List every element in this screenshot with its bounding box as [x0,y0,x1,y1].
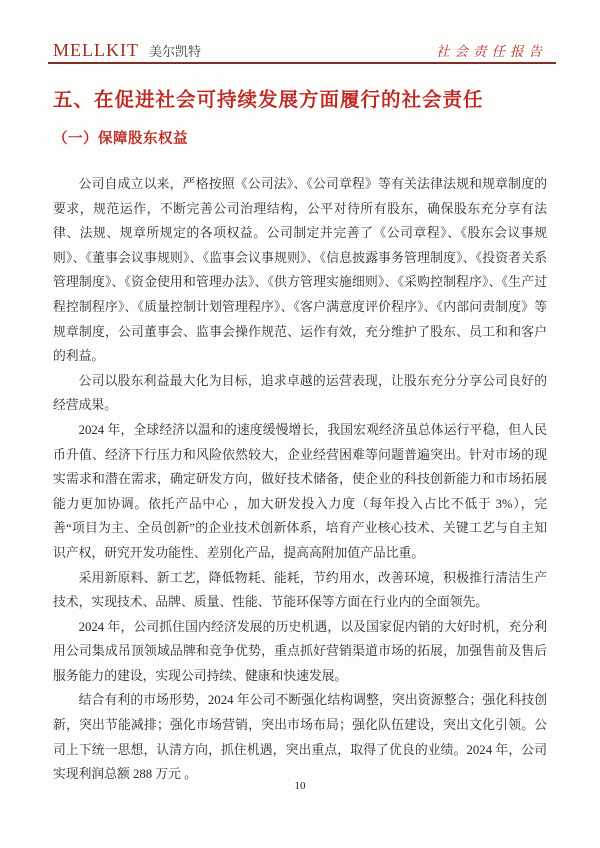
section-heading: 五、在促进社会可持续发展方面履行的社会责任 [53,89,484,111]
paragraph-clean-production: 采用新原料、新工艺，降低物耗、能耗，节约用水，改善环境，积极推行清洁生产技术，实现技术、品牌、质量、性能、节能环保等方面在行业内的全面领先。 [53,570,547,610]
paragraph-shareholder-returns: 公司以股东利益最大化为目标，追求卓越的运营表现，让股东充分分享公司良好的经营成果。 [53,373,547,413]
paragraph-economy-rnd: 2024 年，全球经济以温和的速度缓慢增长，我国宏观经济虽总体运行平稳，但人民币升值、经济下行压力和风险依然较大，企业经营困难等问题普遍突出。针对市场的现实需求和潜在需求，确定研发方向，做好技术储备，使企业的科技创新能力和市场拓展能力更加协调。依托产品中心 ，加大研发投入力度（每年投入占比不低于 3%），完善“项目为主、全员创新”的企业技术创新体系，培育产业核心技术、关键工艺与自主知识产权，研究开发功能性、差别化产品，提高高附加值产品比重。 [53,422,547,560]
header-divider [48,62,556,64]
brand-logo [53,40,201,61]
body-text [53,172,547,787]
paragraph-market-expansion: 2024 年，公司抓住国内经济发展的历史机遇，以及国家促内销的大好时机，充分利用公司集成吊顶领域品牌和竞争优势，重点抓好营销渠道市场的拓展，加强售前及售后服务能力的建设，实现公司持续、健康和快速发展。 [53,619,547,683]
page-header [53,40,547,61]
document-type-label: 社会责任报告 [436,44,547,59]
brand-logo-wordmark: MELLKIT [53,40,139,60]
paragraph-results: 结合有利的市场形势，2024 年公司不断强化结构调整，突出资源整合；强化科技创新，突出节能减排；强化市场营销，突出市场布局；强化队伍建设，突出文化引领。公司上下统一思想，认清方向，抓住机遇，突出重点，取得了优良的业绩。2024 年，公司实现利润总额 288 万元 。 [53,693,547,782]
sub-section-heading: （一）保障股东权益 [53,131,188,147]
page-number: 10 [294,780,306,792]
brand-logo-chinese-name: 美尔凯特 [148,44,201,59]
paragraph-governance: 公司自成立以来，严格按照《公司法》、《公司章程》等有关法律法规和规章制度的要求，规范运作，不断完善公司治理结构，公平对待所有股东，确保股东充分享有法律、法规、规章所规定的各项权益。公司制定并完善了《公司章程》、《股东会议事规则》、《董事会议事规则》、《监事会议事规则》、《信息披露事务管理制度》、《投资者关系管理制度》、《资金使用和管理办法》、《供方管理实施细则》、《采购控制程序》、《生产过程控制程序》、《质量控制计划管理程序》、《客户满意度评价程序》、《内部问责制度》等规章制度，公司董事会、监事会操作规范、运作有效，充分维护了股东、员工和和客户的利益。 [53,177,547,364]
